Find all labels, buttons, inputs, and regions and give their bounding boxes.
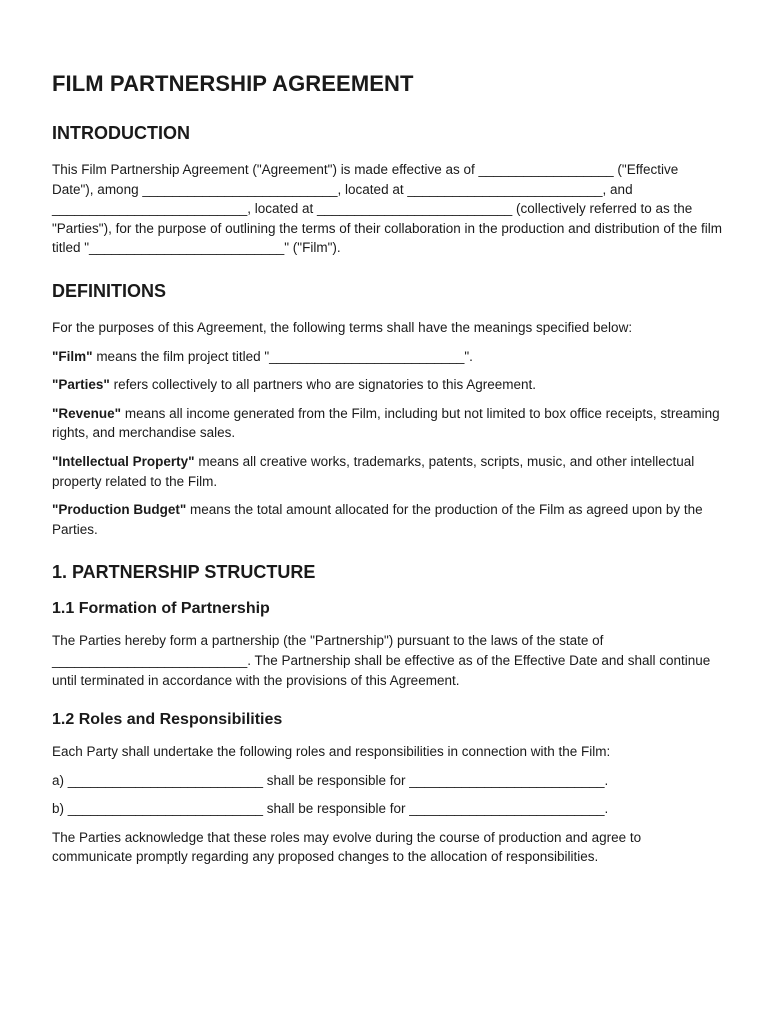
document-title: FILM PARTNERSHIP AGREEMENT	[52, 71, 414, 96]
definition-text: means the total amount allocated for the production of the Film as agreed upon by the Parties.	[52, 502, 703, 537]
section-1-heading: 1. PARTNERSHIP STRUCTURE	[52, 562, 316, 583]
definition-text: means all creative works, trademarks, patents, scripts, music, and other intellectual property related to the Film.	[52, 453, 695, 489]
definition-text: means all income generated from the Film, including but not limited to box office receipts, streaming rights, and merchandise sales.	[52, 405, 720, 441]
definition-term: "Film"	[52, 348, 93, 364]
subsection-1-2-intro: Each Party shall undertake the following roles and responsibilities in connection with the Film:	[52, 744, 611, 760]
role-item-b: b) __________________________ shall be responsible for __________________________.	[52, 801, 609, 817]
introduction-paragraph: This Film Partnership Agreement ("Agreement") is made effective as of __________________ ("Effective Date"), among __________________________, located at __________________________, and __________________________, located at __________________________ (collectively referred to as the "Parties"), for the purpose of outlining the terms of their collaboration in the production and distribution of the film titled "__________________________" ("Film").	[52, 162, 722, 256]
definition-term: "Intellectual Property"	[52, 453, 195, 469]
definition-text: means the film project titled "__________________________".	[92, 348, 473, 364]
definition-term: "Parties"	[52, 377, 110, 393]
subsection-1-1-heading: 1.1 Formation of Partnership	[52, 600, 270, 618]
definition-text: refers collectively to all partners who are signatories to this Agreement.	[109, 377, 537, 393]
document-page	[52, 70, 722, 876]
definition-revenue	[52, 404, 722, 443]
definitions-heading: DEFINITIONS	[52, 280, 167, 301]
subsection-1-2-heading: 1.2 Roles and Responsibilities	[52, 711, 283, 729]
definition-film	[52, 347, 722, 367]
introduction-heading: INTRODUCTION	[52, 123, 190, 143]
definition-parties	[52, 375, 722, 395]
definition-term: "Revenue"	[52, 405, 122, 421]
subsection-1-2-closing: The Parties acknowledge that these roles may evolve during the course of production and agree to communicate promptly regarding any proposed changes to the allocation of responsibilities.	[52, 829, 642, 865]
definition-term: "Production Budget"	[52, 502, 187, 518]
subsection-1-1-paragraph: The Parties hereby form a partnership (the "Partnership") pursuant to the laws of the state of __________________________. The Partnership shall be effective as of the Effective Date and shall continue until terminated in accordance with the provisions of this Agreement.	[52, 633, 711, 688]
definition-intellectual-property	[52, 452, 722, 491]
definitions-intro: For the purposes of this Agreement, the following terms shall have the meanings specified below:	[52, 319, 633, 335]
definition-production-budget	[52, 500, 722, 539]
role-item-a: a) __________________________ shall be responsible for __________________________.	[52, 772, 609, 788]
